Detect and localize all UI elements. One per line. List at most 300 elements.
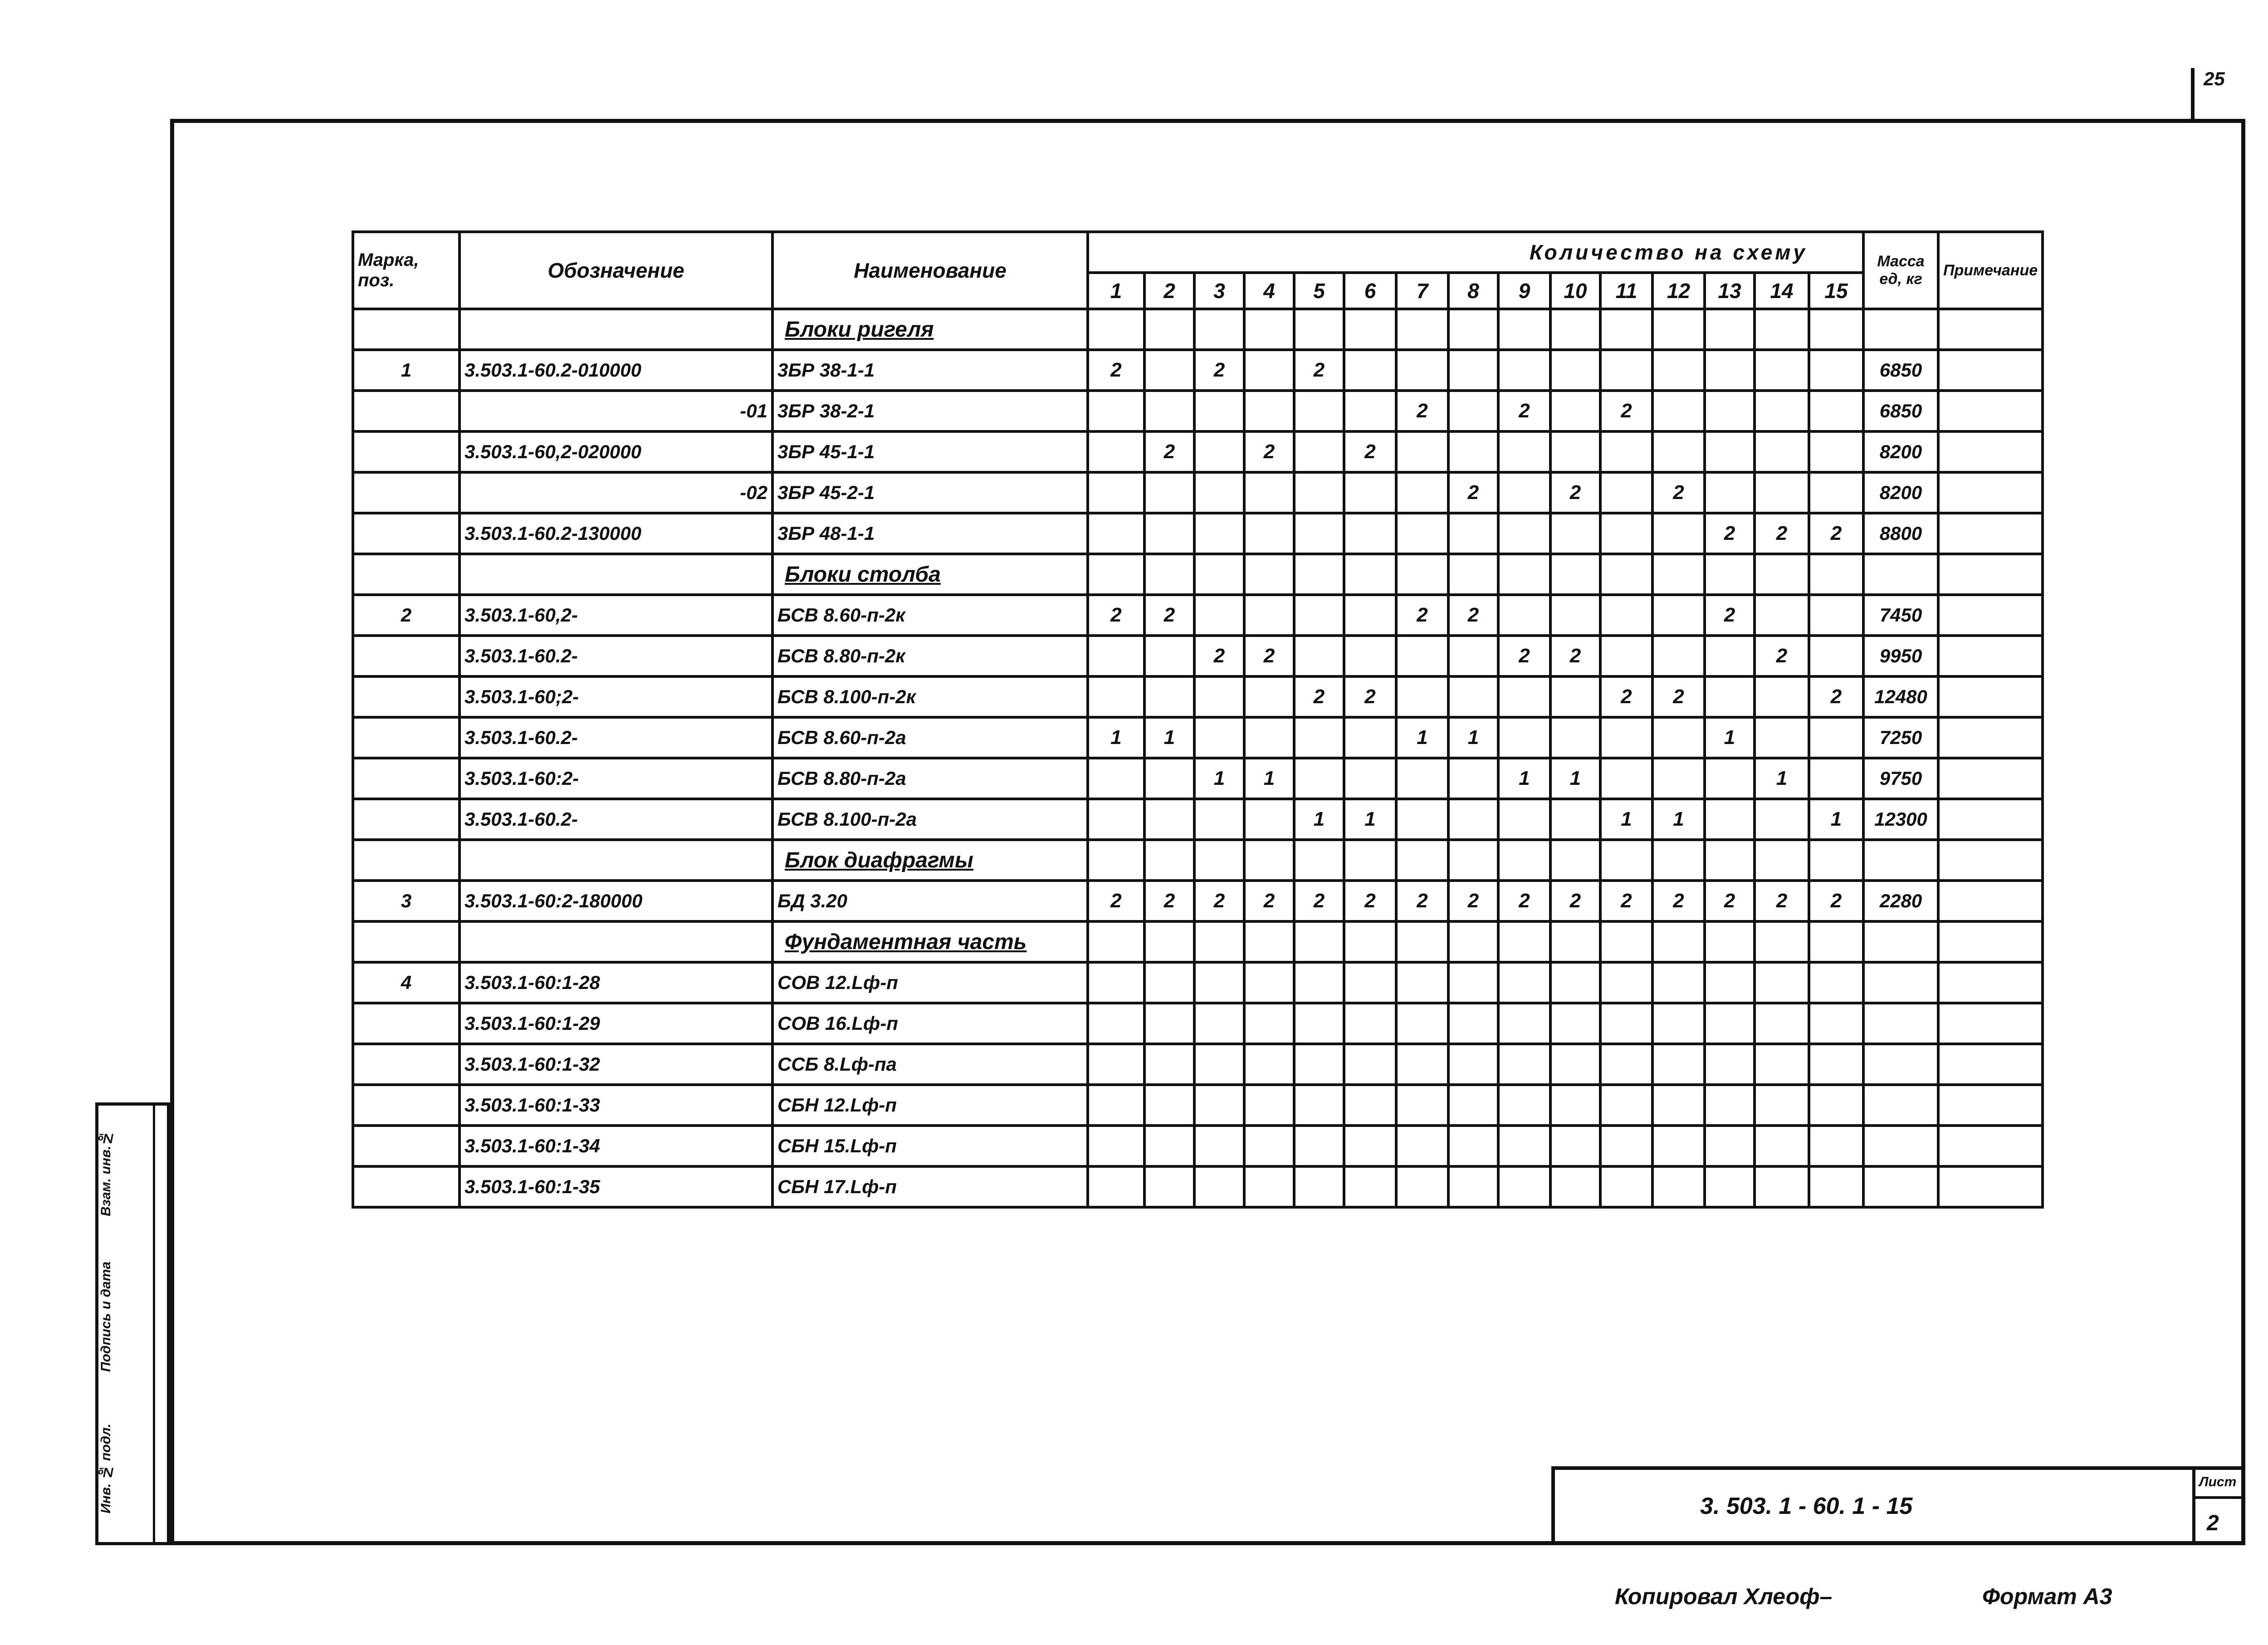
cell-qty <box>1652 513 1705 554</box>
cell-qty <box>1498 676 1550 717</box>
cell-qty <box>1088 921 1144 962</box>
side-label-replace: Взам. инв.№ <box>98 1131 113 1217</box>
cell-qty <box>1705 921 1755 962</box>
cell-qty <box>1550 1003 1600 1044</box>
cell-qty <box>1809 1126 1863 1166</box>
cell-qty <box>1705 1044 1755 1085</box>
cell-qty <box>1705 1085 1755 1126</box>
cell-note <box>1938 1166 2043 1207</box>
side-label-inv: Инв. № подл. <box>98 1424 113 1514</box>
cell-qty <box>1448 1126 1498 1166</box>
cell-qty <box>1809 962 1863 1003</box>
cell-qty <box>1755 554 1809 595</box>
cell-qty <box>1294 962 1344 1003</box>
cell-qty <box>1550 513 1600 554</box>
cell-qty <box>1652 921 1705 962</box>
cell-qty <box>1550 1166 1600 1207</box>
header-mark: Марка, поз. <box>353 232 459 309</box>
cell-qty <box>1755 391 1809 431</box>
cell-designation: 3.503.1-60,2- <box>459 595 772 636</box>
cell-name: СОВ 12.Lф-п <box>772 962 1088 1003</box>
cell-qty <box>1550 350 1600 391</box>
cell-qty <box>1144 1166 1194 1207</box>
scheme-number: 11 <box>1600 273 1652 309</box>
cell-mark <box>353 309 459 350</box>
cell-qty <box>1194 1166 1244 1207</box>
header-qty-group: Количество на схему <box>1088 232 1863 273</box>
cell-name: СБН 15.Lф-п <box>772 1126 1088 1166</box>
cell-qty: 1 <box>1498 758 1550 799</box>
cell-qty <box>1705 962 1755 1003</box>
cell-qty <box>1498 1044 1550 1085</box>
cell-qty <box>1755 1003 1809 1044</box>
cell-qty <box>1600 717 1652 758</box>
cell-qty <box>1600 513 1652 554</box>
cell-qty: 1 <box>1652 799 1705 840</box>
cell-mass: 12480 <box>1863 676 1938 717</box>
cell-qty: 1 <box>1344 799 1396 840</box>
cell-qty <box>1088 1166 1144 1207</box>
cell-mark <box>353 840 459 881</box>
cell-qty <box>1809 431 1863 472</box>
cell-designation <box>459 921 772 962</box>
cell-qty <box>1448 636 1498 676</box>
cell-note <box>1938 799 2043 840</box>
cell-qty <box>1088 309 1144 350</box>
scheme-number: 9 <box>1498 273 1550 309</box>
cell-qty: 1 <box>1396 717 1448 758</box>
cell-qty <box>1705 554 1755 595</box>
cell-qty <box>1448 1044 1498 1085</box>
cell-qty <box>1194 431 1244 472</box>
cell-mark <box>353 921 459 962</box>
cell-qty <box>1194 472 1244 513</box>
cell-qty <box>1600 554 1652 595</box>
table-row <box>353 595 2043 636</box>
cell-qty <box>1144 350 1194 391</box>
cell-qty <box>1396 1126 1448 1166</box>
cell-qty <box>1652 962 1705 1003</box>
cell-qty <box>1809 636 1863 676</box>
cell-name: БСВ 8.100-п-2к <box>772 676 1088 717</box>
cell-qty <box>1498 513 1550 554</box>
cell-qty <box>1344 758 1396 799</box>
cell-qty: 2 <box>1755 513 1809 554</box>
cell-qty <box>1244 554 1294 595</box>
cell-qty <box>1344 472 1396 513</box>
cell-note <box>1938 391 2043 431</box>
cell-qty <box>1088 472 1144 513</box>
cell-qty <box>1550 391 1600 431</box>
cell-qty <box>1755 717 1809 758</box>
cell-qty: 2 <box>1755 636 1809 676</box>
cell-qty <box>1396 1003 1448 1044</box>
cell-mass <box>1863 1003 1938 1044</box>
cell-qty <box>1550 962 1600 1003</box>
cell-qty <box>1396 431 1448 472</box>
document-code: 3. 503. 1 - 60. 1 - 15 <box>1700 1493 1913 1519</box>
cell-qty <box>1344 1126 1396 1166</box>
cell-qty <box>1344 1003 1396 1044</box>
cell-designation: 3.503.1-60:2-180000 <box>459 881 772 921</box>
cell-qty <box>1088 799 1144 840</box>
cell-qty: 2 <box>1244 636 1294 676</box>
cell-designation: 3.503.1-60;2- <box>459 676 772 717</box>
cell-qty: 2 <box>1705 513 1755 554</box>
cell-qty <box>1550 1044 1600 1085</box>
cell-qty <box>1396 962 1448 1003</box>
cell-qty: 2 <box>1809 513 1863 554</box>
cell-qty <box>1705 350 1755 391</box>
cell-qty <box>1448 554 1498 595</box>
side-stamp-strip <box>95 1102 170 1545</box>
cell-qty <box>1498 1126 1550 1166</box>
cell-mass: 6850 <box>1863 391 1938 431</box>
cell-name: БСВ 8.80-п-2а <box>772 758 1088 799</box>
cell-qty <box>1294 758 1344 799</box>
cell-note <box>1938 1044 2043 1085</box>
cell-name: СОВ 16.Lф-п <box>772 1003 1088 1044</box>
cell-qty <box>1550 799 1600 840</box>
cell-mark <box>353 1044 459 1085</box>
cell-qty <box>1396 1166 1448 1207</box>
cell-note <box>1938 921 2043 962</box>
cell-qty: 2 <box>1088 881 1144 921</box>
cell-qty <box>1244 717 1294 758</box>
cell-qty <box>1244 309 1294 350</box>
table-row <box>353 962 2043 1003</box>
cell-qty <box>1755 962 1809 1003</box>
cell-qty <box>1144 921 1194 962</box>
cell-note <box>1938 431 2043 472</box>
scheme-number: 8 <box>1448 273 1498 309</box>
cell-designation: 3.503.1-60:1-32 <box>459 1044 772 1085</box>
cell-qty <box>1244 595 1294 636</box>
cell-name: БСВ 8.60-п-2к <box>772 595 1088 636</box>
cell-qty <box>1755 921 1809 962</box>
cell-note <box>1938 309 2043 350</box>
cell-qty <box>1809 758 1863 799</box>
cell-qty <box>1550 1126 1600 1166</box>
cell-qty: 2 <box>1144 881 1194 921</box>
table-row <box>353 472 2043 513</box>
cell-qty <box>1244 1044 1294 1085</box>
cell-name: 3БР 38-2-1 <box>772 391 1088 431</box>
cell-note <box>1938 1085 2043 1126</box>
cell-qty <box>1550 840 1600 881</box>
cell-qty <box>1144 554 1194 595</box>
cell-qty <box>1652 636 1705 676</box>
cell-qty <box>1294 513 1344 554</box>
cell-qty <box>1396 309 1448 350</box>
cell-qty: 2 <box>1550 636 1600 676</box>
cell-name: ССБ 8.Lф-па <box>772 1044 1088 1085</box>
cell-qty <box>1344 595 1396 636</box>
cell-qty <box>1088 513 1144 554</box>
cell-qty: 1 <box>1144 717 1194 758</box>
cell-name: СБН 17.Lф-п <box>772 1166 1088 1207</box>
cell-qty <box>1755 1044 1809 1085</box>
cell-designation: 3.503.1-60.2- <box>459 717 772 758</box>
cell-qty <box>1600 1003 1652 1044</box>
cell-qty <box>1344 636 1396 676</box>
cell-qty <box>1448 513 1498 554</box>
cell-qty <box>1344 391 1396 431</box>
cell-qty <box>1294 1166 1344 1207</box>
table-row <box>353 881 2043 921</box>
cell-qty <box>1144 676 1194 717</box>
scheme-number: 14 <box>1755 273 1809 309</box>
cell-name: 3БР 38-1-1 <box>772 350 1088 391</box>
cell-designation <box>459 309 772 350</box>
cell-mark <box>353 676 459 717</box>
cell-qty <box>1144 1044 1194 1085</box>
cell-qty <box>1294 840 1344 881</box>
cell-qty <box>1448 921 1498 962</box>
cell-mark <box>353 554 459 595</box>
cell-qty: 2 <box>1088 350 1144 391</box>
cell-qty <box>1755 595 1809 636</box>
cell-qty <box>1809 1003 1863 1044</box>
cell-qty <box>1498 1003 1550 1044</box>
cell-qty <box>1396 472 1448 513</box>
cell-qty <box>1344 840 1396 881</box>
cell-qty: 2 <box>1498 391 1550 431</box>
cell-qty <box>1652 1044 1705 1085</box>
cell-qty <box>1144 962 1194 1003</box>
cell-qty <box>1294 636 1344 676</box>
scheme-number: 4 <box>1244 273 1294 309</box>
cell-qty <box>1600 1044 1652 1085</box>
cell-qty <box>1652 350 1705 391</box>
cell-qty <box>1144 1003 1194 1044</box>
cell-qty <box>1600 758 1652 799</box>
section-title: Блоки ригеля <box>772 309 1088 350</box>
scheme-number: 7 <box>1396 273 1448 309</box>
cell-qty <box>1294 717 1344 758</box>
cell-qty <box>1652 391 1705 431</box>
cell-qty <box>1652 758 1705 799</box>
cell-qty <box>1294 1003 1344 1044</box>
cell-qty: 2 <box>1652 676 1705 717</box>
title-block <box>1551 1466 2245 1545</box>
cell-qty: 1 <box>1550 758 1600 799</box>
cell-qty: 2 <box>1194 881 1244 921</box>
cell-qty: 2 <box>1705 595 1755 636</box>
header-mass: Масса ед, кг <box>1863 232 1938 309</box>
table-row <box>353 1044 2043 1085</box>
cell-mark <box>353 636 459 676</box>
section-row <box>353 840 2043 881</box>
cell-qty <box>1344 309 1396 350</box>
cell-note <box>1938 554 2043 595</box>
cell-note <box>1938 1003 2043 1044</box>
section-title: Блок диафрагмы <box>772 840 1088 881</box>
side-label-signature: Подпись и дата <box>98 1261 113 1372</box>
section-row <box>353 309 2043 350</box>
cell-qty: 1 <box>1705 717 1755 758</box>
cell-qty <box>1244 391 1294 431</box>
cell-designation: 3.503.1-60.2-010000 <box>459 350 772 391</box>
cell-mark <box>353 1166 459 1207</box>
cell-qty <box>1294 309 1344 350</box>
cell-qty: 2 <box>1448 595 1498 636</box>
cell-qty <box>1550 595 1600 636</box>
cell-qty <box>1652 1166 1705 1207</box>
cell-mass: 12300 <box>1863 799 1938 840</box>
cell-qty <box>1600 921 1652 962</box>
cell-qty <box>1344 513 1396 554</box>
cell-qty <box>1194 554 1244 595</box>
cell-name: БСВ 8.80-п-2к <box>772 636 1088 676</box>
cell-qty <box>1244 962 1294 1003</box>
cell-qty <box>1652 1126 1705 1166</box>
cell-qty <box>1498 595 1550 636</box>
cell-qty <box>1244 472 1294 513</box>
cell-qty <box>1652 717 1705 758</box>
cell-qty: 1 <box>1448 717 1498 758</box>
cell-qty <box>1194 1126 1244 1166</box>
cell-qty <box>1294 1044 1344 1085</box>
cell-qty: 2 <box>1809 881 1863 921</box>
cell-mark <box>353 1085 459 1126</box>
scheme-number: 13 <box>1705 273 1755 309</box>
cell-qty <box>1244 1126 1294 1166</box>
cell-qty <box>1809 1044 1863 1085</box>
cell-qty <box>1194 309 1244 350</box>
cell-qty <box>1088 431 1144 472</box>
scheme-number: 6 <box>1344 273 1396 309</box>
cell-qty <box>1448 840 1498 881</box>
cell-mass <box>1863 309 1938 350</box>
cell-qty <box>1396 1085 1448 1126</box>
table-row <box>353 758 2043 799</box>
cell-qty <box>1550 1085 1600 1126</box>
cell-qty: 2 <box>1448 881 1498 921</box>
cell-note <box>1938 472 2043 513</box>
cell-qty <box>1088 1003 1144 1044</box>
table-row <box>353 1166 2043 1207</box>
cell-qty <box>1088 1126 1144 1166</box>
cell-qty: 2 <box>1144 595 1194 636</box>
section-row <box>353 554 2043 595</box>
cell-name: 3БР 45-2-1 <box>772 472 1088 513</box>
cell-qty <box>1194 595 1244 636</box>
cell-qty <box>1244 921 1294 962</box>
cell-qty: 2 <box>1344 676 1396 717</box>
cell-qty <box>1194 840 1244 881</box>
cell-qty <box>1498 472 1550 513</box>
cell-qty <box>1194 799 1244 840</box>
cell-designation: 3.503.1-60:1-28 <box>459 962 772 1003</box>
cell-qty <box>1448 1166 1498 1207</box>
cell-mass: 9750 <box>1863 758 1938 799</box>
cell-qty <box>1448 309 1498 350</box>
cell-qty <box>1652 595 1705 636</box>
cell-qty: 2 <box>1244 431 1294 472</box>
cell-qty: 2 <box>1344 881 1396 921</box>
cell-qty <box>1294 1085 1344 1126</box>
cell-qty <box>1448 962 1498 1003</box>
cell-qty <box>1194 1085 1244 1126</box>
cell-qty <box>1144 758 1194 799</box>
cell-designation: 3.503.1-60:1-35 <box>459 1166 772 1207</box>
cell-qty <box>1194 921 1244 962</box>
cell-qty <box>1294 921 1344 962</box>
cell-qty <box>1755 309 1809 350</box>
table-row <box>353 1003 2043 1044</box>
cell-qty <box>1600 350 1652 391</box>
cell-qty <box>1088 758 1144 799</box>
cell-qty <box>1498 799 1550 840</box>
cell-mass: 6850 <box>1863 350 1938 391</box>
cell-qty <box>1448 676 1498 717</box>
cell-qty <box>1396 758 1448 799</box>
cell-qty <box>1705 1003 1755 1044</box>
cell-qty: 2 <box>1396 595 1448 636</box>
cell-qty <box>1088 391 1144 431</box>
cell-note <box>1938 962 2043 1003</box>
cell-qty <box>1244 1003 1294 1044</box>
section-row <box>353 921 2043 962</box>
cell-qty: 2 <box>1809 676 1863 717</box>
cell-designation: 3.503.1-60:2- <box>459 758 772 799</box>
section-title: Фундаментная часть <box>772 921 1088 962</box>
cell-qty <box>1809 391 1863 431</box>
cell-qty <box>1344 350 1396 391</box>
cell-designation: 3.503.1-60:1-34 <box>459 1126 772 1166</box>
cell-note <box>1938 1126 2043 1166</box>
cell-qty: 2 <box>1294 881 1344 921</box>
cell-qty <box>1550 921 1600 962</box>
cell-qty <box>1396 676 1448 717</box>
cell-qty <box>1600 1166 1652 1207</box>
cell-qty <box>1652 554 1705 595</box>
cell-qty <box>1809 1166 1863 1207</box>
cell-designation: 3.503.1-60.2-130000 <box>459 513 772 554</box>
cell-qty: 2 <box>1144 431 1194 472</box>
cell-qty <box>1396 513 1448 554</box>
cell-mass <box>1863 962 1938 1003</box>
cell-qty <box>1244 1166 1294 1207</box>
scheme-number: 3 <box>1194 273 1244 309</box>
cell-note <box>1938 513 2043 554</box>
cell-qty <box>1498 431 1550 472</box>
cell-qty <box>1652 1003 1705 1044</box>
cell-qty: 1 <box>1755 758 1809 799</box>
sheet-box <box>2192 1470 2245 1545</box>
cell-qty <box>1088 1085 1144 1126</box>
cell-name: 3БР 45-1-1 <box>772 431 1088 472</box>
cell-qty <box>1344 962 1396 1003</box>
table-row <box>353 1085 2043 1126</box>
cell-qty <box>1755 350 1809 391</box>
table-row <box>353 350 2043 391</box>
cell-qty <box>1705 431 1755 472</box>
cell-mass: 7450 <box>1863 595 1938 636</box>
cell-qty <box>1705 840 1755 881</box>
cell-qty <box>1755 1085 1809 1126</box>
cell-qty <box>1088 676 1144 717</box>
table-row <box>353 676 2043 717</box>
cell-qty <box>1244 799 1294 840</box>
cell-mark <box>353 717 459 758</box>
cell-qty: 2 <box>1600 676 1652 717</box>
cell-qty <box>1809 921 1863 962</box>
table-row <box>353 717 2043 758</box>
scheme-number: 15 <box>1809 273 1863 309</box>
cell-mass <box>1863 1085 1938 1126</box>
